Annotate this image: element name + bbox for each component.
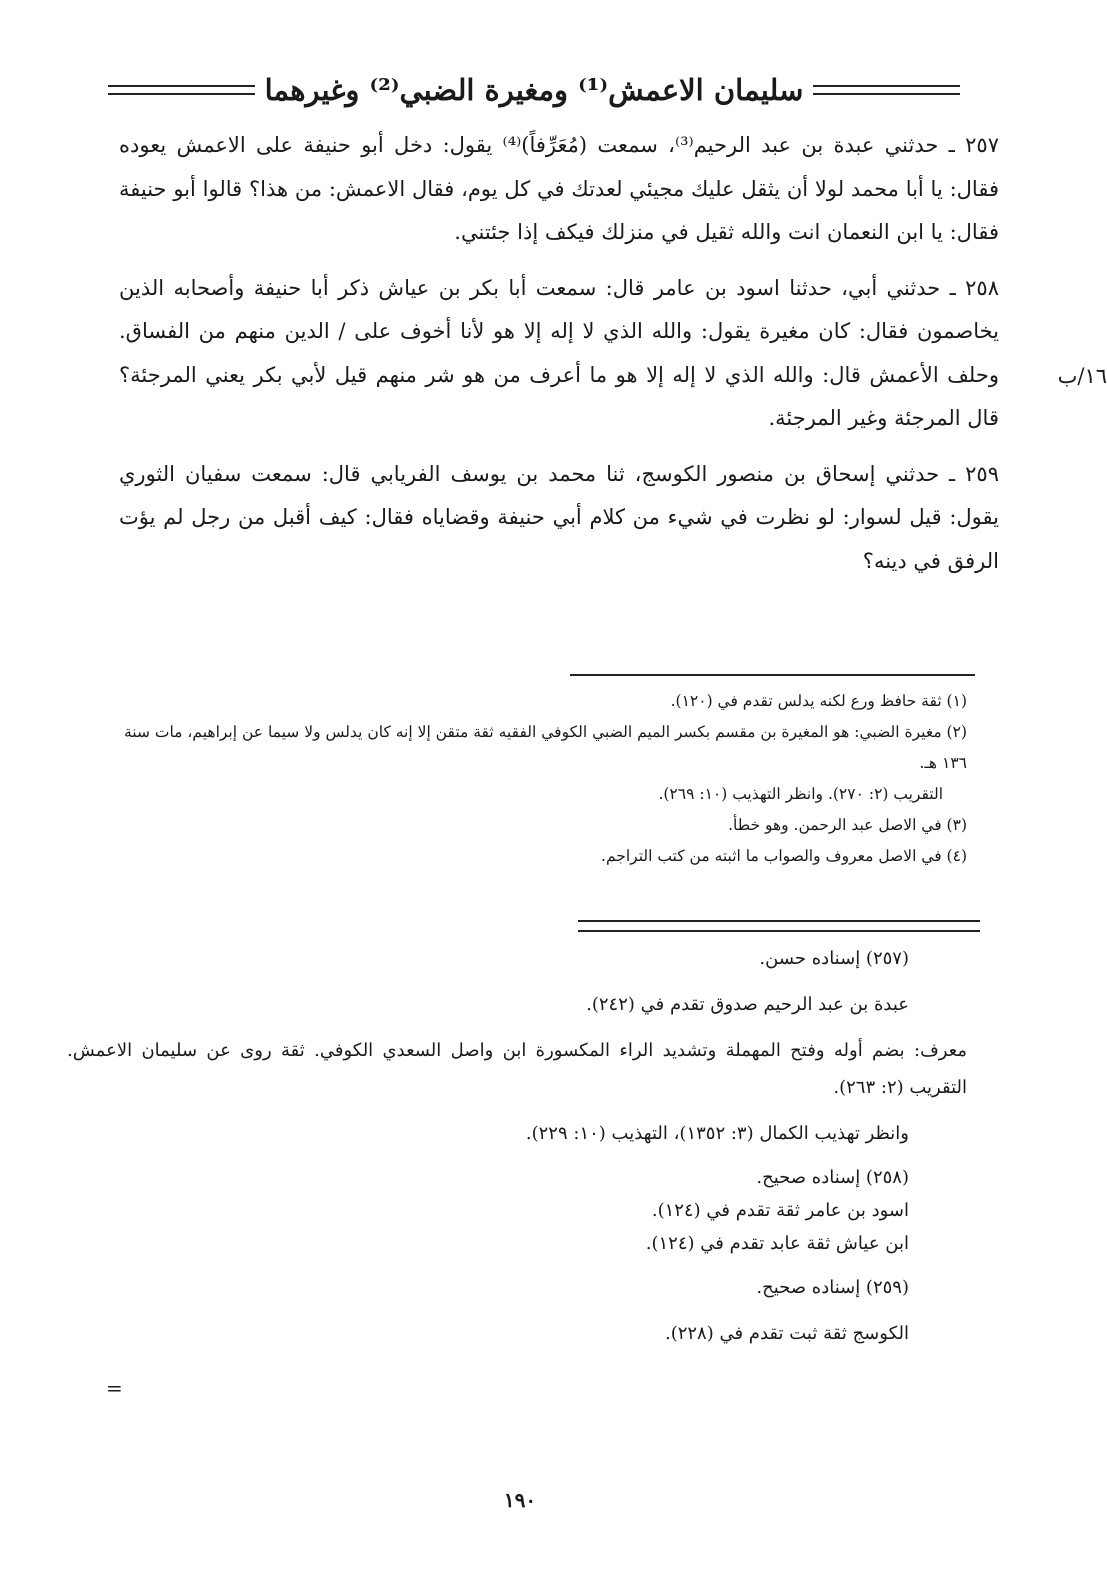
commentary-257-references: وانظر تهذيب الكمال (٣: ١٣٥٢)، التهذيب (١٠: ٢٢٩).: [525, 1123, 909, 1144]
footnote-4: (٤) في الاصل معروف والصواب ما اثبته من كتب التراجم.: [601, 847, 967, 865]
footnote-3: (٣) في الاصل عبد الرحمن. وهو خطأ.: [728, 816, 967, 834]
footnote-2-continuation: التقريب (٢: ٢٧٠). وانظر التهذيب (١٠: ٢٦٩).: [658, 785, 943, 803]
footnote-1: (١) ثقة حافظ ورع لكنه يدلس تقدم في (١٢٠).: [670, 692, 967, 710]
commentary-separator: [578, 920, 980, 932]
narration-258-wrapper: [119, 267, 1107, 441]
commentary-258-narrator-2: ابن عياش ثقة عابد تقدم في (١٢٤).: [645, 1233, 909, 1254]
commentary-259-narrator: الكوسج ثقة ثبت تقدم في (٢٢٨).: [664, 1323, 909, 1344]
narration-259: ٢٥٩ ـ حدثني إسحاق بن منصور الكوسج، ثنا محمد بن يوسف الفريابي قال: سمعت سفيان الثوري يقول: قيل لسوار: لو نظرت في شيء من كلام أبي حنيفة وقضاياه فقال: كيف أقبل من رجل لم يؤت الرفق في دينه؟: [119, 461, 999, 573]
footnote-2: (٢) مغيرة الضبي: هو المغيرة بن مقسم بكسر الميم الضبي الكوفي الفقيه ثقة متقن إلا إنه كان يدلس ولا سيما عن إبراهيم، مات سنة ١٣٦ هـ.: [123, 723, 967, 772]
footnotes: [117, 686, 967, 872]
chapter-header: [108, 66, 960, 114]
commentary-257-narrator-2: معرف: بضم أوله وفتح المهملة وتشديد الراء المكسورة ابن واصل السعدي الكوفي. ثقة روى عن سليمان الاعمش. التقريب (٢: ٢٦٣).: [67, 1040, 967, 1098]
commentary-258-narrator-1: اسود بن عامر ثقة تقدم في (١٢٤).: [651, 1200, 909, 1221]
chapter-title: سليمان الاعمش⁽¹⁾ ومغيرة الضبي⁽²⁾ وغيرهما: [264, 73, 804, 107]
footnote-separator: [570, 674, 975, 676]
page-number: ١٩٠: [503, 1488, 537, 1512]
continuation-mark: =: [106, 1376, 123, 1400]
header-rule-left: [108, 85, 255, 95]
commentary: [67, 940, 967, 1361]
commentary-259-grade: (٢٥٩) إسناده صحيح.: [756, 1277, 909, 1298]
commentary-257-grade: (٢٥٧) إسناده حسن.: [759, 948, 909, 969]
manuscript-folio-note: ١٦/ب: [1057, 363, 1107, 388]
narration-257: ٢٥٧ ـ حدثني عبدة بن عبد الرحيم⁽³⁾، سمعت (مُعَرِّفاً)⁽⁴⁾ يقول: دخل أبو حنيفة على الاعمش يعوده فقال: يا أبا محمد لولا أن يثقل عليك مجيئي لعدتك في كل يوم، فقال الاعمش: من هذا؟ قالوا أبو حنيفة فقال: يا ابن النعمان انت والله ثقيل في منزلك فيكف إذا جئتني.: [119, 133, 999, 244]
main-text: [119, 124, 1107, 595]
narration-258: ٢٥٨ ـ حدثني أبي، حدثنا اسود بن عامر قال: سمعت أبا بكر بن عياش ذكر أبا حنيفة وأصحابه الذين يخاصمون فقال: كان مغيرة يقول: والله الذي لا إله إلا هو لأنا أخوف على / الدين منهم من الفساق. وحلف الأعمش قال: والله الذي لا إله إلا هو ما أعرف من هو شر منهم قيل لأبي بكر يعني المرجئة؟ قال المرجئة وغير المرجئة.: [119, 275, 999, 430]
commentary-257-narrator-1: عبدة بن عبد الرحيم صدوق تقدم في (٢٤٢).: [586, 994, 909, 1015]
header-rule-right: [813, 85, 960, 95]
commentary-258-grade: (٢٥٨) إسناده صحيح.: [756, 1167, 909, 1188]
